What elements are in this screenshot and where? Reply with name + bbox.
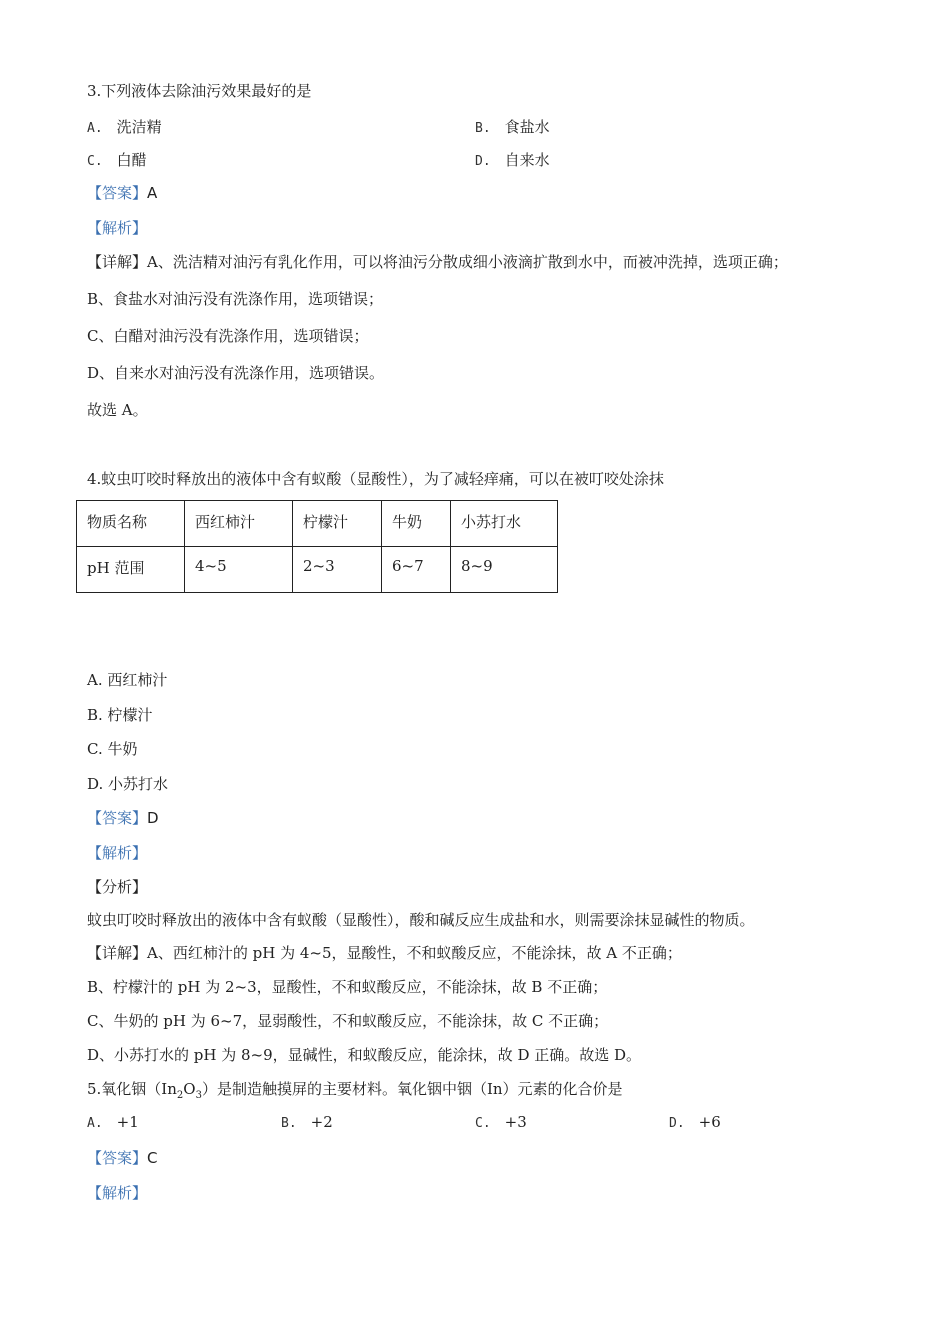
option-letter: C. (475, 1116, 491, 1131)
q4-analysis-label: 【解析】 (87, 844, 148, 862)
option-text: 洗洁精 (116, 118, 162, 136)
table-cell: 4~5 (185, 547, 293, 593)
table-cell: 6~7 (382, 547, 451, 593)
q5-answer (87, 1147, 158, 1168)
q4-option-d: D. 小苏打水 (87, 775, 169, 793)
q4-detail-line (87, 942, 682, 963)
q3-conclusion: 故选 A。 (87, 401, 148, 419)
q5-option-b (281, 1113, 333, 1131)
q3-detail-line: B、食盐水对油污没有洗涤作用，选项错误； (87, 290, 384, 308)
q5-title (87, 1078, 623, 1101)
q3-option-d (475, 149, 550, 170)
q3-option-a (87, 116, 162, 137)
detail-text: A、西红柿汁的 pH 为 4~5，显酸性，不和蚁酸反应，不能涂抹，故 A 不正确； (147, 944, 682, 962)
detail-label: 【详解】 (87, 944, 148, 962)
option-text: +6 (698, 1113, 721, 1131)
q3-analysis-label: 【解析】 (87, 219, 148, 237)
q4-detail-line: C、牛奶的 pH 为 6~7，显弱酸性，不和蚁酸反应，不能涂抹，故 C 不正确； (87, 1012, 609, 1030)
q4-answer (87, 807, 159, 828)
answer-label: 【答案】 (87, 184, 148, 202)
q3-detail-line: C、白醋对油污没有洗涤作用，选项错误； (87, 327, 369, 345)
answer-label: 【答案】 (87, 809, 148, 827)
table-header: 牛奶 (382, 501, 451, 547)
q4-option-c: C. 牛奶 (87, 740, 138, 758)
subscript: 2 (176, 1090, 184, 1101)
table-header: 柠檬汁 (293, 501, 382, 547)
q5-option-d (669, 1113, 721, 1131)
q3-detail-line (87, 251, 788, 272)
option-text: +1 (116, 1113, 139, 1131)
option-letter: B. (475, 121, 491, 136)
option-text: 白醋 (116, 151, 147, 169)
q5-option-a (87, 1113, 139, 1131)
q3-title: 3.下列液体去除油污效果最好的是 (87, 82, 312, 100)
answer-value: D (147, 809, 159, 827)
table-cell: 8~9 (451, 547, 558, 593)
option-text: 自来水 (504, 151, 550, 169)
option-text: 食盐水 (504, 118, 550, 136)
option-text: +3 (504, 1113, 527, 1131)
table-header: 小苏打水 (451, 501, 558, 547)
detail-label: 【详解】 (87, 253, 148, 271)
option-letter: C. (87, 154, 103, 169)
answer-label: 【答案】 (87, 1149, 148, 1167)
answer-value: A (147, 184, 158, 202)
table-cell: 2~3 (293, 547, 382, 593)
subscript: 3 (195, 1090, 202, 1101)
q3-option-c (87, 149, 147, 170)
q3-answer (87, 182, 157, 203)
option-letter: D. (475, 154, 491, 169)
q4-fenxi-label: 【分析】 (87, 878, 148, 896)
detail-text: A、洗洁精对油污有乳化作用，可以将油污分散成细小液滴扩散到水中，而被冲洗掉，选项正确； (147, 253, 788, 271)
q5-title-part: O (183, 1080, 196, 1098)
option-letter: B. (281, 1116, 297, 1131)
q4-fenxi-text: 蚊虫叮咬时释放出的液体中含有蚁酸（显酸性），酸和碱反应生成盐和水，则需要涂抹显碱性的物质。 (87, 911, 755, 929)
q4-detail-line: D、小苏打水的 pH 为 8~9，显碱性，和蚁酸反应，能涂抹，故 D 正确。故选 D。 (87, 1046, 642, 1064)
q4-option-b: B. 柠檬汁 (87, 706, 153, 724)
option-letter: D. (669, 1116, 685, 1131)
q4-option-a: A. 西红柿汁 (87, 671, 168, 689)
table-header: 物质名称 (77, 501, 185, 547)
q5-analysis-label: 【解析】 (87, 1184, 148, 1202)
q5-option-c (475, 1113, 527, 1131)
q3-detail-line: D、自来水对油污没有洗涤作用，选项错误。 (87, 364, 385, 382)
q3-option-b (475, 116, 550, 137)
q5-title-part: 5.氧化铟（In (87, 1080, 177, 1098)
answer-value: C (147, 1149, 158, 1167)
table-header: 西红柿汁 (185, 501, 293, 547)
table-cell: pH 范围 (77, 547, 185, 593)
table-row (77, 547, 558, 593)
q5-title-part: ）是制造触摸屏的主要材料。氧化铟中铟（In）元素的化合价是 (201, 1080, 623, 1098)
option-letter: A. (87, 1116, 103, 1131)
table-row (77, 501, 558, 547)
q4-detail-line: B、柠檬汁的 pH 为 2~3，显酸性，不和蚁酸反应，不能涂抹，故 B 不正确； (87, 978, 608, 996)
q4-title: 4.蚊虫叮咬时释放出的液体中含有蚁酸（显酸性），为了减轻痒痛，可以在被叮咬处涂抹 (87, 470, 664, 488)
option-letter: A. (87, 121, 103, 136)
ph-table (76, 500, 558, 593)
option-text: +2 (310, 1113, 333, 1131)
